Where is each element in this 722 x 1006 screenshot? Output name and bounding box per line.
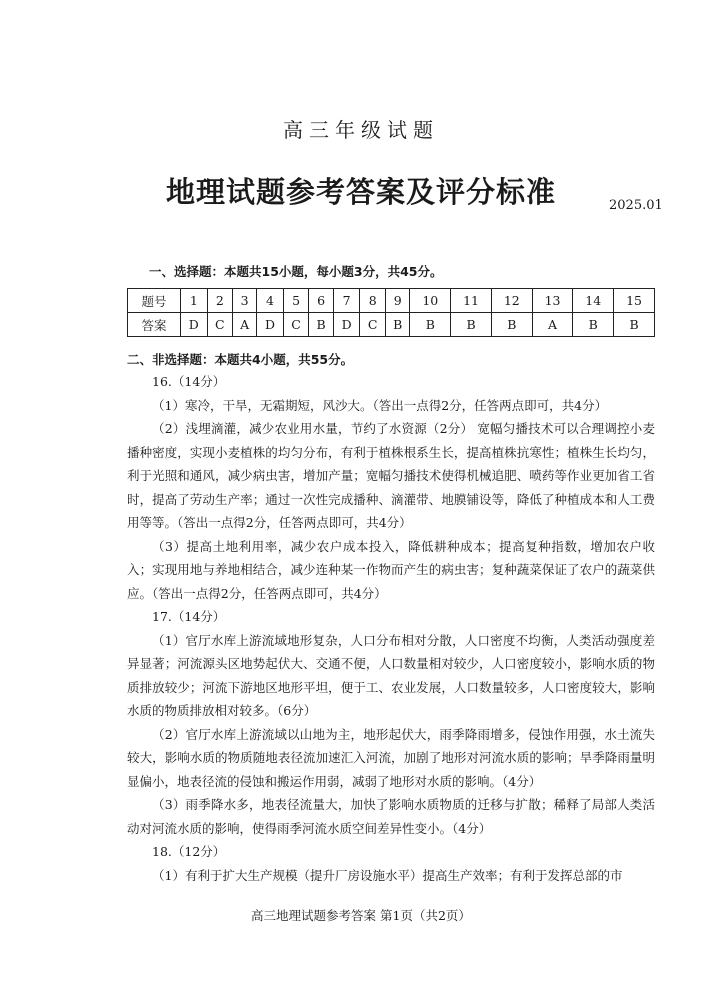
- answer-cell: B: [491, 313, 532, 337]
- question-number-cell: 14: [573, 289, 614, 313]
- q17-part3: （3）雨季降水多，地表径流量大，加快了影响水质物质的迁移与扩散；稀释了局部人类活动对河流水质的影响，使得雨季河流水质空间差异性变小。（4分）: [127, 797, 655, 836]
- answer-cell: A: [532, 313, 573, 337]
- question-number-cell: 5: [283, 289, 308, 313]
- row-label: 答案: [128, 313, 181, 337]
- question-number-cell: 1: [181, 289, 208, 313]
- question-number-cell: 4: [257, 289, 284, 313]
- section1-heading: 一、选择题：本题共15小题，每小题3分，共45分。: [149, 264, 443, 279]
- date-label: 2025.01: [609, 198, 663, 213]
- question-number-cell: 7: [333, 289, 360, 313]
- q16-part1: （1）寒冷，干旱，无霜期短，风沙大。（答出一点得2分，任答两点即可，共4分）: [152, 397, 608, 413]
- answer-row: [128, 313, 655, 337]
- q17-header: 17.（14分）: [152, 609, 226, 624]
- question-number-row: [128, 289, 655, 313]
- page-footer: 高三地理试题参考答案 第1页（共2页）: [251, 908, 471, 923]
- answer-cell: C: [207, 313, 232, 337]
- question-number-cell: 9: [385, 289, 410, 313]
- question-number-cell: 12: [491, 289, 532, 313]
- question-number-cell: 13: [532, 289, 573, 313]
- q18-part1: （1）有利于扩大生产规模（提升厂房设施水平）提高生产效率；有利于发挥总部的市: [152, 867, 623, 883]
- answer-table: [127, 288, 655, 337]
- question-number-cell: 8: [360, 289, 385, 313]
- question-number-cell: 15: [614, 289, 655, 313]
- q16-header: 16.（14分）: [152, 374, 226, 389]
- answer-cell: D: [257, 313, 284, 337]
- q17-part1: （1）官厅水库上游流域地形复杂，人口分布相对分散，人口密度不均衡，人类活动强度差异显著；河流源头区地势起伏大、交通不便，人口数量相对较少，人口密度较小，影响水质的物质排放较少；河流下游地区地形平坦，便于工、农业发展，人口数量较多，人口密度较大，影响水质的物质排放相对较多。（6分）: [127, 632, 655, 718]
- question-number-cell: 3: [233, 289, 257, 313]
- question-number-cell: 10: [410, 289, 451, 313]
- question-number-cell: 2: [207, 289, 232, 313]
- answer-cell: B: [614, 313, 655, 337]
- answer-cell: B: [573, 313, 614, 337]
- q18-header: 18.（12分）: [152, 844, 226, 859]
- answer-cell: B: [385, 313, 410, 337]
- q16-part3: （3）提高土地利用率，减少农户成本投入，降低耕种成本；提高复种指数，增加农户收入；实现用地与养地相结合，减少连种某一作物而产生的病虫害；复种蔬菜保证了农户的蔬菜供应。（答出一点得2分，任答两点即可，共4分）: [127, 538, 655, 601]
- answer-cell: D: [181, 313, 208, 337]
- q16-part2: （2）浅埋滴灌，减少农业用水量，节约了水资源（2分） 宽幅匀播技术可以合理调控小麦播种密度，实现小麦植株的均匀分布，有利于植株根系生长，提高植株抗寒性；植株生长均匀，利于光照和通风，减少病虫害，增加产量；宽幅匀播技术使得机械追肥、喷药等作业更加省工省时，提高了劳动生产率；通过一次性完成播种、滴灌带、地膜铺设等，降低了种植成本和人工费用等等。（答出一点得2分，任答两点即可，共4分）: [127, 421, 655, 530]
- row-label: 题号: [128, 289, 181, 313]
- question-number-cell: 11: [451, 289, 492, 313]
- answer-cell: A: [233, 313, 257, 337]
- section2-heading: 二、非选择题：本题共4小题，共55分。: [127, 352, 354, 367]
- question-number-cell: 6: [309, 289, 334, 313]
- answer-cell: B: [410, 313, 451, 337]
- answer-cell: C: [360, 313, 385, 337]
- q17-part2: （2）官厅水库上游流域以山地为主，地形起伏大，雨季降雨增多，侵蚀作用强，水土流失较大，影响水质的物质随地表径流加速汇入河流，加剧了地形对河流水质的影响；旱季降雨量明显偏小，地表径流的侵蚀和搬运作用弱，减弱了地形对水质的影响。（4分）: [127, 726, 655, 789]
- answer-body: [127, 370, 655, 887]
- grade-title: 高三年级试题: [283, 118, 439, 142]
- answer-cell: B: [451, 313, 492, 337]
- answer-cell: C: [283, 313, 308, 337]
- answer-cell: B: [309, 313, 334, 337]
- page-title: 地理试题参考答案及评分标准: [165, 175, 556, 209]
- answer-cell: D: [333, 313, 360, 337]
